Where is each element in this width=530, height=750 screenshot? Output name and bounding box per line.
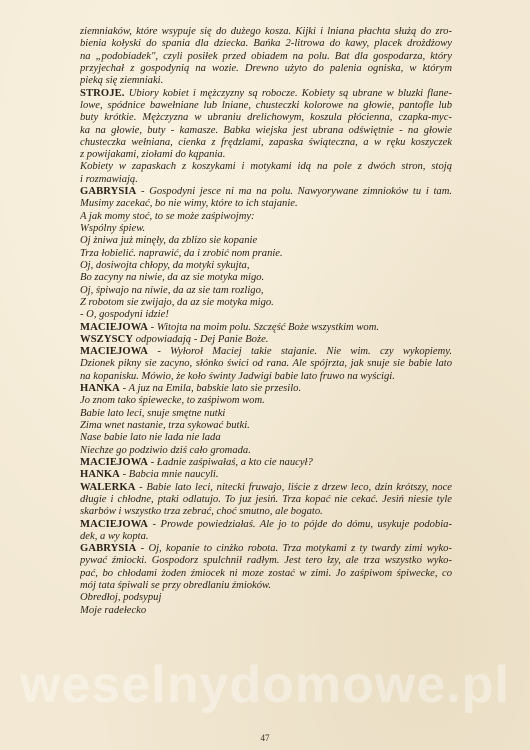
- speaker-name: GABRYSIA: [80, 543, 137, 555]
- text-line: [80, 445, 452, 457]
- text-line: [80, 161, 452, 173]
- text-line: [80, 309, 452, 321]
- line-text: Jo znom tako śpiewecke, to zaśpiwom wom.: [80, 395, 265, 407]
- line-text: i rozmawiają.: [80, 173, 138, 185]
- text-line: [80, 285, 452, 297]
- speaker-name: MACIEJOWA: [80, 321, 148, 333]
- line-text: Zima wnet nastanie, trza sykować butki.: [80, 420, 250, 431]
- text-line: [80, 469, 452, 481]
- line-text: Moje radełecko: [80, 604, 147, 616]
- text-line: [80, 322, 452, 334]
- line-text: Wspólny śpiew.: [80, 223, 146, 234]
- text-line: [80, 174, 452, 186]
- text-line: [80, 272, 452, 284]
- line-text: ziemniaków, które wsypuje się do dużego kosza. Kijki i lniana płachta służą do zro-: [80, 26, 452, 37]
- text-line: [80, 457, 452, 469]
- line-text: - Wyłoroł Maciej takie stajanie. Nie wim. czy wykopiemy.: [148, 346, 452, 358]
- line-text: Z robotom sie zwijajo, da az sie motyka migo.: [80, 296, 274, 308]
- text-line: [80, 186, 452, 198]
- line-text: - Oj, kopanie to cinżko robota. Trza motykami z ty twardy zimi wyko-: [136, 543, 452, 555]
- speaker-name: HANKA: [80, 469, 120, 481]
- text-line: [80, 26, 452, 38]
- line-text: - Ładnie zaśpiwałaś, a kto cie naucył?: [148, 456, 313, 468]
- line-text: Babie lato leci, snuje smętne nutki: [80, 407, 226, 419]
- watermark: weselnydomowe.pl: [20, 656, 510, 714]
- line-text: - Gospodyni jesce ni ma na polu. Nawyorywane zimnioków tu i tam.: [136, 186, 452, 198]
- line-text: pywać źmiocki. Gospodorz spulchnił radłym. Jest tero łzy, ale trza wszystko wyko-: [80, 555, 452, 567]
- line-text: buty krótkie. Mężczyzna w ubraniu drelichowym, koszula płócienna, czapka-myc-: [80, 112, 452, 124]
- speaker-name: HANKA: [80, 383, 120, 395]
- text-line: [80, 383, 452, 395]
- line-text: Obredłoj, podsypuj: [80, 592, 162, 604]
- text-line: [80, 346, 452, 358]
- text-line: [80, 248, 452, 260]
- line-text: Bo zacyny na niwie, da az sie motyka migo.: [80, 272, 265, 284]
- text-line: [80, 51, 452, 63]
- line-text: pać, bo chłodami żoden źmiocek ni moze zostać w zimi. Jo zaśpiwom śpiwecke, co: [80, 567, 452, 579]
- text-line: [80, 112, 452, 124]
- line-text: - Babie lato leci, nitecki fruwajo, liście z drzew leco, dzin krótszy, noce: [135, 481, 452, 493]
- line-text: na kopanisku. Mówio, że koło świnty Jadwigi babie lato fruwo na wyścigi.: [80, 370, 395, 382]
- text-line: [80, 297, 452, 309]
- speaker-name: WALERKA: [80, 481, 136, 493]
- text-line: [80, 482, 452, 494]
- line-text: A jak momy stoć, to se może zaśpiwojmy:: [80, 210, 255, 222]
- text-line: [80, 63, 452, 75]
- line-text: na „podobiadek", czyli posiłek przed obiadem na polu. Bat dla gospodarza, który: [80, 50, 452, 62]
- speaker-name: MACIEJOWA: [80, 456, 148, 468]
- text-line: [80, 125, 452, 137]
- line-text: lowe, spódnice bawełniane lub lniane, chusteczki kolorowe na głowie, pantofle lub: [80, 99, 452, 111]
- line-text: z powijakami, ziołami do kąpania.: [80, 149, 226, 161]
- speaker-name: STROJE.: [80, 87, 125, 99]
- line-text: długie i chłodne, ptaki odlatujo. To juz jesiń. Trza kopać nie cekać. Jesiń niesie tyle: [80, 493, 452, 505]
- speaker-name: MACIEJOWA: [80, 518, 148, 530]
- text-line: [80, 198, 452, 210]
- line-text: chusteczka wełniana, cienka z frędzlami, zapaska świąteczna, a w ręku koszyczek: [80, 136, 452, 148]
- text-line: [80, 519, 452, 531]
- text-line: [80, 260, 452, 272]
- speaker-name: GABRYSIA: [80, 186, 137, 198]
- text-line: [80, 420, 452, 432]
- line-text: Oj żniwa już minęły, da zblizo sie kopanie: [80, 235, 258, 247]
- text-line: [80, 371, 452, 383]
- page-number: 47: [260, 733, 270, 743]
- text-line: [80, 75, 452, 87]
- line-text: - Babcia mnie naucyli.: [119, 469, 219, 481]
- text-line: [80, 38, 452, 50]
- text-line: [80, 543, 452, 555]
- text-line: [80, 395, 452, 407]
- speaker-name: MACIEJOWA: [80, 346, 148, 358]
- text-line: [80, 408, 452, 420]
- text-line: [80, 149, 452, 161]
- line-text: mój tata śpiwali se przy obredlaniu źmioków.: [80, 580, 271, 592]
- line-text: Dzionek pikny sie zacyno, słónko świci od rana. Ale spójrzta, jak snuje sie babie lato: [80, 358, 452, 370]
- line-text: Ubiory kobiet i mężczyzny są robocze. Kobiety są ubrane w bluzki flane-: [124, 87, 452, 99]
- line-text: - Witojta na moim polu. Szczęść Boże wszystkim wom.: [148, 321, 379, 333]
- line-text: Trza łobielić. naprawić, da i zrobić nom pranie.: [80, 247, 283, 259]
- line-text: odpowiadają - Dej Panie Boże.: [133, 333, 269, 345]
- line-text: Niechze go podziwio dziś cało gromada.: [80, 444, 251, 456]
- text-line: [80, 358, 452, 370]
- text-line: [80, 223, 452, 235]
- text-line: [80, 235, 452, 247]
- text-line: [80, 88, 452, 100]
- speaker-name: WSZYSCY: [80, 333, 134, 345]
- text-line: [80, 592, 452, 604]
- text-line: [80, 555, 452, 567]
- line-text: Oj, dosiwojta chłopy, da motyki sykujta,: [80, 259, 250, 271]
- text-line: [80, 100, 452, 112]
- text-line: [80, 580, 452, 592]
- line-text: bienia kołyski do spania dla dziecka. Bańka 2-litrowa do kawy, placek drożdżowy: [80, 38, 452, 50]
- line-text: pieką się ziemniaki.: [80, 75, 164, 87]
- text-line: [80, 605, 452, 617]
- text-line: [80, 506, 452, 518]
- line-text: skarbów i wszystko trza zebrać, choć smutno, ale bogato.: [80, 506, 323, 518]
- document-text: [80, 26, 452, 617]
- line-text: Musimy zacekać, bo nie wimy, które to ich stajanie.: [80, 198, 298, 210]
- line-text: ka na głowie, buty - kamasze. Babka wiejska jest ubrana odświętnie - na głowie: [80, 124, 452, 136]
- text-line: [80, 334, 452, 346]
- line-text: - Prowde powiedziałaś. Ale jo to pójde do dómu, usykuje podobia-: [148, 518, 452, 530]
- text-line: [80, 211, 452, 223]
- text-line: [80, 568, 452, 580]
- line-text: Kobiety w zapaskach z koszykami i motykami idą na pole z dwóch stron, stoją: [80, 161, 452, 173]
- line-text: Nase babie lato nie lada nie lada: [80, 432, 221, 444]
- text-line: [80, 531, 452, 543]
- line-text: - A juz na Emila, babskie lato sie przesilo.: [119, 383, 302, 395]
- text-line: [80, 494, 452, 506]
- text-line: [80, 432, 452, 444]
- line-text: - O, gospodyni idzie!: [80, 309, 169, 321]
- line-text: Oj, śpiwajo na niwie, da az sie tam rozligo,: [80, 284, 264, 296]
- text-line: [80, 137, 452, 149]
- line-text: przyjechał z gospodynią na wozie. Drewno użyto do palenia ogniska, w którym: [80, 62, 452, 74]
- line-text: dek, a wy kopta.: [80, 530, 149, 542]
